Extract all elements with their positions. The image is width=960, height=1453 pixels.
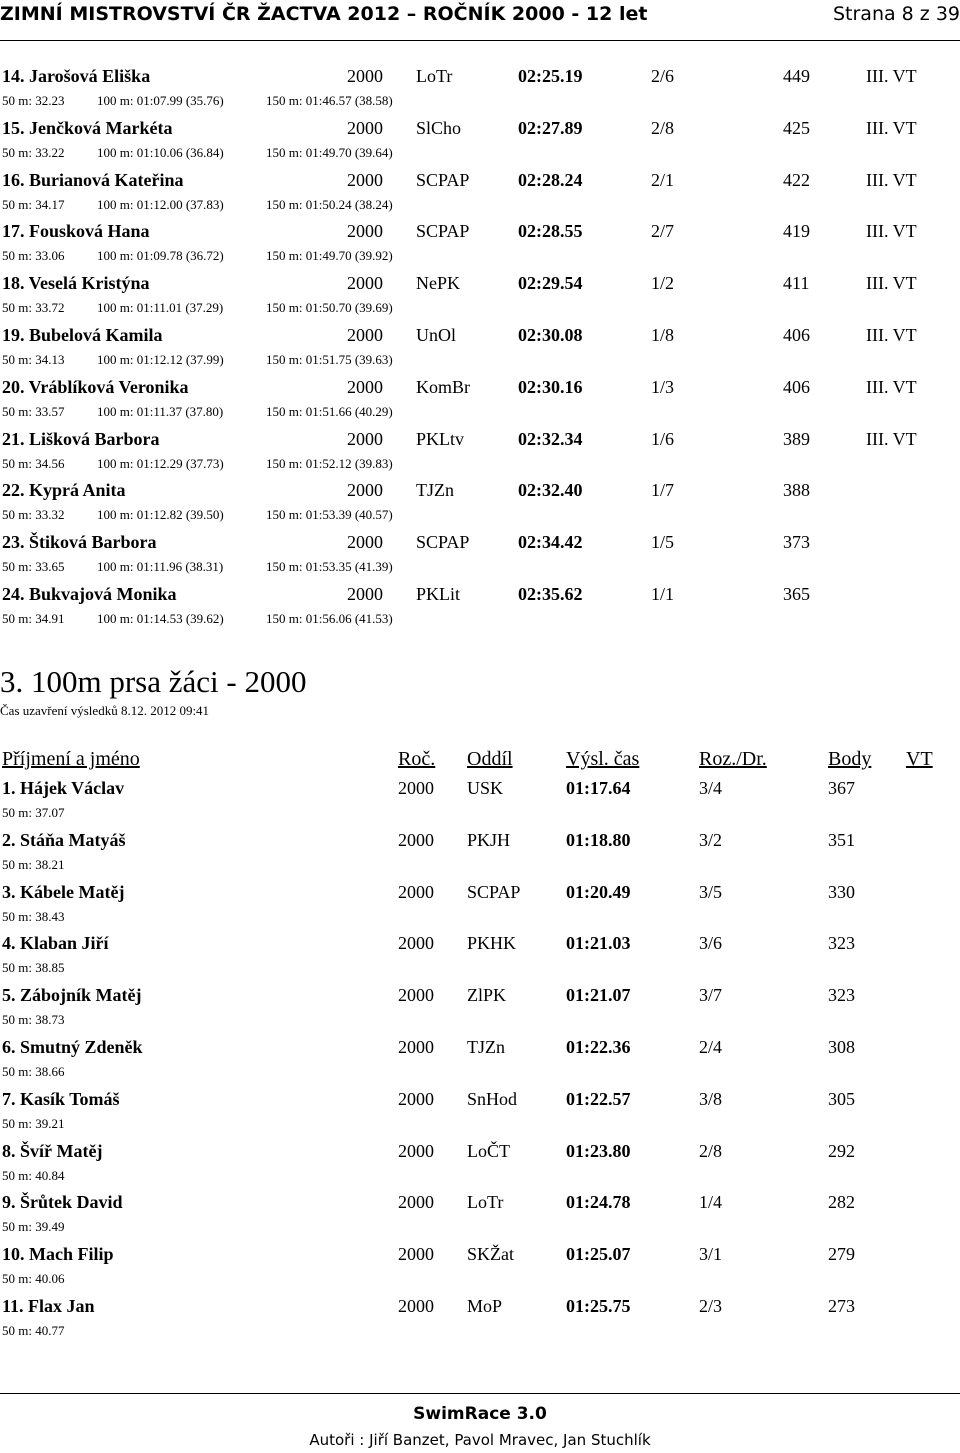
split-50m: 50 m: 38.43 <box>2 908 65 924</box>
club: MoP <box>467 1296 503 1316</box>
split-times <box>0 403 960 421</box>
points: 323 <box>828 933 855 954</box>
swimmer-name: 24. Bukvajová Monika <box>2 584 177 604</box>
swimmer-name: 4. Klaban Jiří <box>2 933 109 954</box>
split-50m: 50 m: 40.06 <box>2 1271 65 1287</box>
club: ZlPK <box>467 985 507 1006</box>
result-time: 02:35.62 <box>518 584 583 604</box>
page-header <box>0 0 960 40</box>
split-50m: 50 m: 33.22 <box>2 144 65 160</box>
split-100m: 100 m: 01:11.37 (37.80) <box>97 403 224 419</box>
split-times <box>0 144 960 162</box>
swimmer-name: 1. Hájek Václav <box>2 778 125 798</box>
result-row <box>0 1088 960 1110</box>
points: 388 <box>783 480 810 501</box>
split-100m: 100 m: 01:11.96 (38.31) <box>97 559 224 575</box>
points: 273 <box>828 1296 855 1316</box>
swimmer-name: 9. Šrůtek David <box>2 1192 123 1213</box>
birth-year: 2000 <box>398 985 434 1006</box>
swimmer-name: 17. Fousková Hana <box>2 221 150 242</box>
split-50m: 50 m: 33.72 <box>2 300 65 316</box>
birth-year: 2000 <box>347 480 383 501</box>
birth-year: 2000 <box>347 532 383 553</box>
split-50m: 50 m: 33.65 <box>2 559 65 575</box>
points: 411 <box>783 273 810 294</box>
result-row <box>0 272 960 294</box>
split-150m: 150 m: 01:56.06 (41.53) <box>266 611 393 626</box>
birth-year: 2000 <box>347 376 383 397</box>
performance-class: III. VT <box>866 325 917 345</box>
result-time: 02:32.34 <box>518 428 583 449</box>
heat-lane: 1/2 <box>651 273 675 294</box>
club: SCPAP <box>416 169 470 190</box>
points: 367 <box>828 778 855 798</box>
split-150m: 150 m: 01:51.66 (40.29) <box>266 403 393 419</box>
points: 305 <box>828 1088 855 1109</box>
club: TJZn <box>467 1037 505 1057</box>
heat-lane: 2/4 <box>699 1037 723 1057</box>
result-time: 02:28.55 <box>518 221 583 242</box>
heat-lane: 2/7 <box>651 221 675 242</box>
col-name-header: Příjmení a jméno <box>2 748 140 770</box>
birth-year: 2000 <box>347 584 383 604</box>
split-times <box>0 1167 960 1185</box>
split-50m: 50 m: 34.91 <box>2 611 65 626</box>
club: USK <box>467 778 504 798</box>
result-row <box>0 324 960 346</box>
birth-year: 2000 <box>398 1088 434 1109</box>
club: LoTr <box>467 1192 504 1213</box>
split-50m: 50 m: 38.21 <box>2 856 65 872</box>
birth-year: 2000 <box>398 1296 434 1316</box>
birth-year: 2000 <box>347 273 383 294</box>
club: SlCho <box>416 117 462 138</box>
result-time: 01:23.80 <box>566 1140 631 1161</box>
result-time: 02:28.24 <box>518 169 583 190</box>
swimmer-name: 18. Veselá Kristýna <box>2 273 150 294</box>
split-50m: 50 m: 39.21 <box>2 1115 65 1131</box>
split-150m: 150 m: 01:50.24 (38.24) <box>266 196 393 212</box>
points: 449 <box>783 66 810 86</box>
performance-class: III. VT <box>866 169 917 190</box>
club: PKLtv <box>416 428 465 449</box>
points: 279 <box>828 1244 855 1265</box>
birth-year: 2000 <box>398 881 434 902</box>
split-times <box>0 1218 960 1236</box>
split-150m: 150 m: 01:51.75 (39.63) <box>266 352 393 367</box>
result-row <box>0 1140 960 1162</box>
heat-lane: 1/5 <box>651 532 675 553</box>
birth-year: 2000 <box>347 117 383 138</box>
points: 323 <box>828 985 855 1006</box>
heat-lane: 1/8 <box>651 325 675 345</box>
heat-lane: 3/4 <box>699 778 723 798</box>
split-150m: 150 m: 01:53.39 (40.57) <box>266 507 393 523</box>
split-times <box>0 1115 960 1133</box>
points: 365 <box>783 584 810 604</box>
col-heat-lane-header: Roz./Dr. <box>699 748 767 770</box>
split-times <box>0 1270 960 1288</box>
split-times <box>0 351 960 369</box>
split-times <box>0 247 960 265</box>
points: 282 <box>828 1192 855 1213</box>
split-times <box>0 196 960 214</box>
col-time-header: Výsl. čas <box>566 748 640 770</box>
result-row <box>0 829 960 851</box>
performance-class: III. VT <box>866 117 917 138</box>
document-title: ZIMNÍ MISTROVSTVÍ ČR ŽACTVA 2012 – ROČNÍK 2000 - 12 let <box>0 3 648 25</box>
points: 406 <box>783 376 810 397</box>
result-row <box>0 376 960 398</box>
result-time: 01:21.03 <box>566 933 631 954</box>
club: SnHod <box>467 1088 518 1109</box>
heat-lane: 1/3 <box>651 376 675 397</box>
heat-lane: 3/5 <box>699 881 723 902</box>
split-100m: 100 m: 01:09.78 (36.72) <box>97 248 224 264</box>
result-time: 01:25.75 <box>566 1296 631 1316</box>
club: PKJH <box>467 829 511 850</box>
swimmer-name: 14. Jarošová Eliška <box>2 66 151 86</box>
swimmer-name: 23. Štiková Barbora <box>2 532 157 553</box>
result-row <box>0 169 960 191</box>
heat-lane: 3/6 <box>699 933 723 954</box>
heat-lane: 1/6 <box>651 428 675 449</box>
birth-year: 2000 <box>398 1037 434 1057</box>
split-50m: 50 m: 33.32 <box>2 507 65 523</box>
performance-class: III. VT <box>866 66 917 86</box>
split-50m: 50 m: 34.13 <box>2 352 65 367</box>
result-time: 01:20.49 <box>566 881 631 902</box>
result-time: 02:32.40 <box>518 480 583 501</box>
result-row <box>0 428 960 450</box>
result-time: 01:18.80 <box>566 829 631 850</box>
points: 351 <box>828 829 855 850</box>
split-100m: 100 m: 01:12.29 (37.73) <box>97 455 224 471</box>
result-row <box>0 1036 960 1058</box>
performance-class: III. VT <box>866 221 917 242</box>
result-time: 01:17.64 <box>566 778 631 798</box>
split-times <box>0 1322 960 1340</box>
result-row <box>0 1243 960 1265</box>
split-times <box>0 455 960 473</box>
split-100m: 100 m: 01:14.53 (39.62) <box>97 611 224 626</box>
swimmer-name: 11. Flax Jan <box>2 1296 95 1316</box>
split-50m: 50 m: 39.49 <box>2 1219 65 1235</box>
result-time: 01:22.57 <box>566 1088 631 1109</box>
split-times <box>0 908 960 926</box>
result-row <box>0 117 960 139</box>
split-times <box>0 804 960 822</box>
split-150m: 150 m: 01:49.70 (39.64) <box>266 144 393 160</box>
col-vt-header: VT <box>906 748 933 770</box>
swimmer-name: 15. Jenčková Markéta <box>2 117 173 138</box>
birth-year: 2000 <box>347 66 383 86</box>
split-times <box>0 558 960 576</box>
split-times <box>0 1063 960 1081</box>
col-club-header: Oddíl <box>467 748 513 770</box>
split-times <box>0 299 960 317</box>
birth-year: 2000 <box>347 428 383 449</box>
app-name: SwimRace 3.0 <box>413 1404 547 1424</box>
points: 419 <box>783 221 810 242</box>
result-row <box>0 777 960 799</box>
points: 406 <box>783 325 810 345</box>
heat-lane: 1/7 <box>651 480 675 501</box>
swimmer-name: 22. Kyprá Anita <box>2 480 126 501</box>
performance-class: III. VT <box>866 428 917 449</box>
swimmer-name: 21. Lišková Barbora <box>2 428 160 449</box>
swimmer-name: 19. Bubelová Kamila <box>2 325 163 345</box>
result-time: 02:29.54 <box>518 273 583 294</box>
split-100m: 100 m: 01:10.06 (36.84) <box>97 144 224 160</box>
split-50m: 50 m: 34.17 <box>2 196 65 212</box>
result-row <box>0 1191 960 1213</box>
result-time: 01:22.36 <box>566 1037 631 1057</box>
birth-year: 2000 <box>398 1244 434 1265</box>
club: UnOl <box>416 325 456 345</box>
birth-year: 2000 <box>398 829 434 850</box>
split-50m: 50 m: 40.84 <box>2 1167 65 1183</box>
heat-lane: 3/1 <box>699 1244 723 1265</box>
split-50m: 50 m: 38.85 <box>2 960 65 976</box>
swimmer-name: 6. Smutný Zdeněk <box>2 1037 143 1057</box>
split-100m: 100 m: 01:12.82 (39.50) <box>97 507 224 523</box>
result-row <box>0 881 960 903</box>
event-title: 3. 100m prsa žáci - 2000 <box>0 664 307 699</box>
split-150m: 150 m: 01:50.70 (39.69) <box>266 300 393 316</box>
result-time: 01:25.07 <box>566 1244 631 1265</box>
points: 308 <box>828 1037 855 1057</box>
split-150m: 150 m: 01:46.57 (38.58) <box>266 93 393 108</box>
split-50m: 50 m: 33.06 <box>2 248 65 264</box>
heat-lane: 2/1 <box>651 169 675 190</box>
results-closed-time: Čas uzavření výsledků 8.12. 2012 09:41 <box>0 703 210 718</box>
performance-class: III. VT <box>866 273 917 294</box>
heat-lane: 2/8 <box>699 1140 723 1161</box>
heat-lane: 3/8 <box>699 1088 723 1109</box>
split-50m: 50 m: 34.56 <box>2 455 65 471</box>
club: SCPAP <box>416 532 470 553</box>
heat-lane: 3/7 <box>699 985 723 1006</box>
split-100m: 100 m: 01:07.99 (35.76) <box>97 93 224 108</box>
result-row <box>0 220 960 242</box>
club: SCPAP <box>467 881 521 902</box>
page-number: Strana 8 z 39 <box>832 3 960 25</box>
club: PKHK <box>467 933 517 954</box>
split-150m: 150 m: 01:52.12 (39.83) <box>266 455 393 471</box>
club: SCPAP <box>416 221 470 242</box>
birth-year: 2000 <box>398 1192 434 1213</box>
result-time: 02:25.19 <box>518 66 583 86</box>
swimmer-name: 7. Kasík Tomáš <box>2 1088 120 1109</box>
split-times <box>0 506 960 524</box>
birth-year: 2000 <box>347 325 383 345</box>
birth-year: 2000 <box>347 169 383 190</box>
heat-lane: 2/8 <box>651 117 675 138</box>
split-50m: 50 m: 37.07 <box>2 805 65 820</box>
points: 389 <box>783 428 810 449</box>
result-time: 02:30.16 <box>518 376 583 397</box>
split-50m: 50 m: 38.73 <box>2 1012 65 1028</box>
split-times <box>0 959 960 977</box>
birth-year: 2000 <box>398 778 434 798</box>
swimmer-name: 8. Švíř Matěj <box>2 1140 103 1161</box>
birth-year: 2000 <box>398 933 434 954</box>
club: SKŽat <box>467 1244 514 1265</box>
club: LoTr <box>416 66 453 86</box>
split-50m: 50 m: 32.23 <box>2 93 65 108</box>
split-times <box>0 610 960 628</box>
points: 425 <box>783 117 810 138</box>
points: 373 <box>783 532 810 553</box>
split-150m: 150 m: 01:53.35 (41.39) <box>266 559 393 575</box>
split-100m: 100 m: 01:12.12 (37.99) <box>97 352 224 367</box>
swimmer-name: 5. Zábojník Matěj <box>2 985 142 1006</box>
swimmer-name: 20. Vráblíková Veronika <box>2 376 189 397</box>
heat-lane: 2/3 <box>699 1296 723 1316</box>
club: LoČT <box>467 1140 510 1161</box>
split-times <box>0 1011 960 1029</box>
swimmer-name: 2. Stáňa Matyáš <box>2 829 126 850</box>
result-row <box>0 65 960 87</box>
swimmer-name: 3. Kábele Matěj <box>2 881 125 902</box>
result-time: 01:24.78 <box>566 1192 631 1213</box>
birth-year: 2000 <box>398 1140 434 1161</box>
split-times <box>0 856 960 874</box>
result-row <box>0 531 960 553</box>
heat-lane: 1/1 <box>651 584 675 604</box>
column-header-row <box>0 747 960 771</box>
result-time: 02:34.42 <box>518 532 583 553</box>
result-time: 01:21.07 <box>566 985 631 1006</box>
split-100m: 100 m: 01:11.01 (37.29) <box>97 300 224 316</box>
club: NePK <box>416 273 460 294</box>
swimmer-name: 16. Burianová Kateřina <box>2 169 184 190</box>
split-times <box>0 92 960 110</box>
club: PKLit <box>416 584 461 604</box>
split-150m: 150 m: 01:49.70 (39.92) <box>266 248 393 264</box>
split-50m: 50 m: 33.57 <box>2 403 65 419</box>
result-time: 02:27.89 <box>518 117 583 138</box>
result-row <box>0 932 960 954</box>
swimmer-name: 10. Mach Filip <box>2 1244 114 1265</box>
birth-year: 2000 <box>347 221 383 242</box>
col-year-header: Roč. <box>398 748 436 770</box>
split-50m: 50 m: 38.66 <box>2 1064 65 1079</box>
result-row <box>0 984 960 1006</box>
col-points-header: Body <box>828 748 872 770</box>
heat-lane: 1/4 <box>699 1192 723 1213</box>
result-row <box>0 1295 960 1317</box>
points: 422 <box>783 169 810 190</box>
heat-lane: 3/2 <box>699 829 723 850</box>
split-50m: 50 m: 40.77 <box>2 1323 65 1338</box>
points: 330 <box>828 881 855 902</box>
result-row <box>0 479 960 501</box>
app-authors: Autoři : Jiří Banzet, Pavol Mravec, Jan Stuchlík <box>309 1431 651 1449</box>
performance-class: III. VT <box>866 376 917 397</box>
club: TJZn <box>416 480 454 501</box>
points: 292 <box>828 1140 855 1161</box>
footer-rule <box>0 1393 960 1394</box>
heat-lane: 2/6 <box>651 66 675 86</box>
result-time: 02:30.08 <box>518 325 583 345</box>
split-100m: 100 m: 01:12.00 (37.83) <box>97 196 224 212</box>
club: KomBr <box>416 376 470 397</box>
header-rule <box>0 40 960 41</box>
result-row <box>0 583 960 605</box>
